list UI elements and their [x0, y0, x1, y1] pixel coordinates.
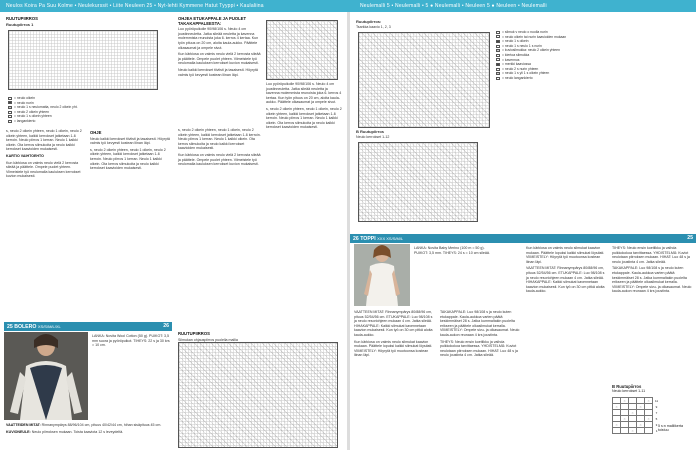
small-chart-cell: ○ [621, 398, 629, 404]
small-chart-cell [613, 428, 621, 434]
small-chart-cell: ○ [629, 428, 637, 434]
legend-a-item: = langankierto [8, 119, 168, 124]
swatch-empty-icon [496, 58, 500, 61]
swatch-empty-icon [496, 77, 500, 80]
swatch-empty-icon [496, 31, 500, 34]
swatch-empty-icon [496, 54, 500, 57]
small-chart-cell [645, 428, 653, 434]
project-title: 25 BOLERO [7, 324, 37, 330]
col2-chart-small [266, 20, 338, 80]
swatch-filled-icon [496, 40, 500, 43]
legend-c-item: = kiertoa silmukka [496, 53, 636, 58]
legend-c-item: = silmuk v neulo o nuolla nurin [496, 30, 636, 35]
small-chart-cell: ○ [613, 404, 621, 410]
right-col3-text: Kun kärkiosa on valmis neulo silmukat kaavion mukaan. Päättele lopuksi kaikki silmukat löysästi. VIIMEISTELY: Höyrytä työ muotoonsa kostean liinan läpi. [526, 246, 605, 264]
garment-size-label: VAATTEIDEN MITAT: [6, 423, 41, 427]
legend-a-item: = neulo oikein [8, 96, 168, 101]
legend-c-item: = kavennus [496, 58, 636, 63]
chart-d-grid [358, 142, 478, 222]
col2-body: Luo pyöröpuikolle 90/98/106 s. Neulo 4 cm joustinneuletta. Jatka sileää neuletta ja kavenna molemmista reunoista joka 6. kerros 4 kertaa. Kun työn pituus on 20 cm, aloita kaula-aukko. Päättele olkasaumat ja ompele sivut. [178, 27, 259, 50]
swatch-empty-icon [8, 120, 12, 123]
swatch-empty-icon [8, 97, 12, 100]
small-chart-note: 5 s:n malliikerta toistuu [658, 424, 683, 433]
right-col2-text-b: TIHEYS: Neulo ensin koetilkku ja vaihda puikkokokoa tarvittaessa. YHDISTELMÄ: Kuviot neulotaan piirroksen mukaan. HIHAT: Luo 48 s ja neulo joustinta 4 cm. Jatka sileää. [440, 339, 518, 358]
small-chart-title [612, 384, 692, 394]
section-title-b: OHJE [90, 130, 102, 135]
small-chart-cell: ○ [621, 416, 629, 422]
col2-chart-sub: Silmukan ohjauspiirros puolella mallia [178, 337, 238, 342]
right-col2-text: TAKAKAPPALE: Luo 98/108 s ja neulo kuten etukappale. Kaula-aukkoa varten päätä keskimmäiset 28 s. Jatka kummaltakin puolelta erikseen ja päättele olkasilmukat kerralla. VIIMEISTELY: Ompele sivu- ja olkasaumat. Neulo kaula-aukon reunaan 4 krs joustinta. [440, 310, 520, 337]
page-header-bar [0, 0, 696, 12]
swatch-hatched-icon [496, 49, 500, 52]
legend-a-item: = neulo 1 s oikein yhteen [8, 114, 168, 119]
legend-c-item: = neulo 1 s neulo 1 s nurin [496, 44, 636, 49]
garment-size-text: Rinnanympärys 88/96/104 cm, pituus 40/42/44 cm, hihan sisäpituus 45 cm. [41, 423, 162, 427]
materials-text-26: LANKA: Novita Baby Merino (100 m = 50 g). PUIKOT: 3,5 mm. TIHEYS: 24 s = 10 cm sileää. [414, 246, 490, 255]
chart-a-grid [8, 30, 158, 90]
legend-a-item: = neulo nurin [8, 101, 168, 106]
small-chart-cell: ○ [645, 398, 653, 404]
legend-a [8, 96, 168, 124]
materials-text: LANKA: Novita Wool Cotton (50 g). PUIKOT: 3,5 mm suora ja pyöröpuikot. TIHEYS: 22 s ja 30 krs = 10 cm. [92, 334, 170, 348]
small-chart-table [612, 397, 661, 434]
col2-body-c: Neulo kaikki kerrokset tiiviisti ja tasaisesti. Höyrytä valmis työ kevyesti kostean liinan läpi. [178, 67, 258, 77]
small-chart-row-number: 3 [655, 422, 658, 427]
small-chart-row [613, 428, 661, 434]
col2-chart-title: RUUTUPIIRROS [178, 331, 210, 336]
right-col3-text-b: VAATTEEN MITAT: Rinnanympärys 80/88/96 cm, pituus 52/54/56 cm. ETUKAPPALE: Luo 98/108 s ja neulo resoriohjeen mukaan 4 cm. Jatka sileää. HIHAKAPPALE: Kaikki silmukat kavennetaan kaavion mukaisesti. Kun työ on 30 cm pitkä aloita kaula-aukko. [526, 266, 605, 294]
col2-body-a: s, neulo 2 oikein yhteen, neulo 1 oikein, neulo 2 oikein yhteen, kaikki kerrokset jatketaan 1-6 kerroin. Neulo piirros 1 kerran. Neulo 1 kaikki oikein. Ota kerros silmukoita ja neulo kaikki kerrokset kaavioiden mukaisesti. [266, 106, 342, 130]
body-text-b: Kun kärkiosa on valmis neulo vielä 2 kerrosta sileää ja päättele. Ompele puolet yhteen. Viimeistele työ neulomalla kauluksen kerrokset kuvion mukaisesti. [6, 160, 81, 179]
project-title-26: 26 TOPPI [353, 236, 376, 242]
chart-d-sub: Neulo kerrokset 1-12 [356, 134, 390, 139]
project-title-bar-26 [350, 234, 696, 243]
bolero-photo [4, 332, 88, 420]
small-chart-row-number: 1 [655, 428, 658, 433]
pattern-title: KARTIO VAIHTOEHTO [6, 153, 44, 158]
col2-chart-large [178, 342, 338, 448]
left-page [0, 12, 347, 450]
body-text-a: s, neulo 2 oikein yhteen, neulo 1 oikein, neulo 2 oikein yhteen, kaikki kerrokset jatketaan 1-6 kerroin. Neulo piirros 1 kerran. Neulo 1 kaikki oikein. Ota kerros silmukoita ja neulo kaikki kerrokset kaavioiden mukaisesti. [6, 129, 82, 152]
small-chart-cell: ○ [637, 404, 645, 410]
swatch-empty-icon [496, 45, 500, 48]
legend-c [496, 30, 636, 81]
legend-c-item: = neulo 1 s oikein [496, 39, 636, 44]
project-size-26: XXX XS/S/M/L [377, 236, 404, 241]
chart-c-grid [358, 32, 490, 128]
swatch-hatched-icon [8, 106, 12, 109]
small-chart-row-number: 5 [655, 416, 658, 421]
section-title-a: RUUTUPIIRROS [6, 16, 38, 21]
right-page [350, 12, 696, 450]
swatch-filled-icon [496, 63, 500, 66]
col2-title: OHJEA ETUKAPPALE JA PUOLET TAKAKAPPALEESTA: [178, 16, 247, 26]
project-size: XS/S/M/L/XL [37, 324, 61, 329]
chart-c-label: Ruutupiirros: [356, 19, 382, 24]
pattern-note-label: KUVIONEULE: [6, 429, 31, 434]
small-chart-row-number: 11 [654, 398, 659, 403]
legend-a-item: = neulo 1 s neulomatta, neulo 2 oikein yht. [8, 105, 168, 110]
legend-a-item: = neulo 2 oikein yhteen [8, 110, 168, 115]
swatch-empty-icon [8, 115, 12, 118]
header-left-text: Neulos Koira Pa Suu Kolme • Neulekurssit • Liite Neuleen 25 • Nyt-lehti Kymmene Hatut Tyyppi • Kaulaliina [6, 3, 264, 9]
chart-a-label: Ruutupiirros 1 [6, 21, 34, 27]
col2-extra: s, neulo 2 oikein yhteen, neulo 1 oikein, neulo 2 oikein yhteen, kaikki kerrokset jatketaan 1-6 kerroin. Neulo piirros 1 kerran. Neulo 1 kaikki oikein. Ota kerros silmukoita ja neulo kaikki kerrokset kaavioiden mukaisesti. [178, 128, 261, 151]
legend-c-item: = merkki kaaviossa [496, 62, 636, 67]
small-chart-row-number: 7 [655, 410, 658, 415]
swatch-hatched-icon [496, 72, 500, 75]
swatch-empty-icon [8, 111, 12, 114]
body-text-a-repeat: s, neulo 2 oikein yhteen, neulo 1 oikein, neulo 2 oikein yhteen, kaikki kerrokset jatketaan 1-6 kerroin. Neulo piirros 1 kerran. Neulo 1 kaikki oikein. Ota kerros silmukoita ja neulo kaikki kerrokset kaavioiden mukaisesti. [90, 147, 166, 171]
right-col4-text: TIHEYS: Neulo ensin koetilkku ja vaihda puikkokokoa tarvittaessa. YHDISTELMÄ: Kuviot neulotaan piirroksen mukaan. HIHAT: Luo 48 s ja neulo joustinta 4 cm. Jatka sileää. [612, 246, 690, 264]
col2-body-b: Kun kärkiosa on valmis neulo vielä 2 kerrosta sileää ja päättele. Ompele puolet yhteen. Viimeistele työ neulomalla kauluksen kerrokset kuvion mukaisesti. [178, 52, 261, 66]
small-chart-cell: ○ [645, 416, 653, 422]
small-chart-cell: ○ [613, 422, 621, 428]
legend-c-item: = neulo langankierto [496, 76, 636, 81]
legend-c-item: = kuviosilmukka: neulo 2 oikein yhteen [496, 48, 636, 53]
chart-c-sub: Tsarkka kaavio 1, 2, 3 [356, 24, 391, 29]
body-text-c: Neulo kaikki kerrokset tiiviisti ja tasaisesti. Höyrytä valmis työ kevyesti kostean liinan läpi. [90, 136, 170, 146]
small-chart-cell [637, 428, 645, 434]
header-right-text: Neulemalli 5 • Neulemalli • 5 ● Neulemalli • Neuleen 5 ● Neuleen • Neulemalli [360, 3, 547, 9]
small-chart-cell: ○ [637, 422, 645, 428]
swatch-empty-icon [496, 68, 500, 71]
project-title-bar [4, 322, 172, 331]
small-chart-row-number: 9 [655, 404, 658, 409]
top-photo [354, 244, 410, 306]
right-col1-text: VAATTEEN MITAT: Rinnanympärys 80/88/96 cm, pituus 52/54/56 cm. ETUKAPPALE: Luo 98/108 s ja neulo resoriohjeen mukaan 4 cm. Jatka sileää. HIHAKAPPALE: Kaikki silmukat kavennetaan kaavion mukaisesti. Kun työ on 30 cm pitkä aloita kaula-aukko. [354, 310, 433, 337]
col2-body-repeat: Luo pyöröpuikolle 90/98/106 s. Neulo 4 cm joustinneuletta. Jatka sileää neuletta ja kavenna molemmista reunoista joka 6. kerros 4 kertaa. Kun työn pituus on 20 cm, aloita kaula-aukko. Päättele olkasaumat ja ompele sivut. [266, 82, 342, 105]
small-chart-cell [621, 428, 629, 434]
right-col1-text-b: Kun kärkiosa on valmis neulo silmukat kaavion mukaan. Päättele lopuksi kaikki silmukat löysästi. VIIMEISTELY: Höyrytä työ muotoonsa kostean liinan läpi. [354, 339, 433, 358]
right-col4-text-b: TAKAKAPPALE: Luo 98/108 s ja neulo kuten etukappale. Kaula-aukkoa varten päätä keskimmäiset 28 s. Jatka kummaltakin puolelta erikseen ja päättele olkasilmukat kerralla. VIIMEISTELY: Ompele sivu- ja olkasaumat. Neulo kaula-aukon reunaan 4 krs joustinta. [612, 266, 692, 294]
pattern-note-text: Neulo piirroksen mukaan. Toista kaaviota 12 s leveydeltä. [31, 429, 124, 434]
small-chart-subtitle: Neulo kerrokset 1-11 [612, 389, 646, 393]
col2-extra-2: Kun kärkiosa on valmis neulo vielä 2 kerrosta sileää ja päättele. Ompele puolet yhteen. Viimeistele työ neulomalla kauluksen kerrokset kuvion mukaisesti. [178, 152, 261, 167]
legend-c-item: = neulo 1 s yli 1 s oikein yhteen [496, 71, 636, 76]
small-chart-title-text: B Ruutupiirros [612, 384, 642, 389]
small-chart-cell: ○ [629, 410, 637, 416]
legend-c-item: = neulo 2 s nurin yhteen [496, 67, 636, 72]
swatch-empty-icon [496, 35, 500, 38]
project-page-number: 26 [163, 323, 169, 329]
swatch-filled-icon [8, 101, 12, 104]
project-page-number-26: 25 [687, 235, 693, 241]
chart-d-label: B Ruutupiirros [356, 129, 384, 134]
legend-c-item: = neulo oikein tai nurin kaavioiden mukaan [496, 35, 636, 40]
